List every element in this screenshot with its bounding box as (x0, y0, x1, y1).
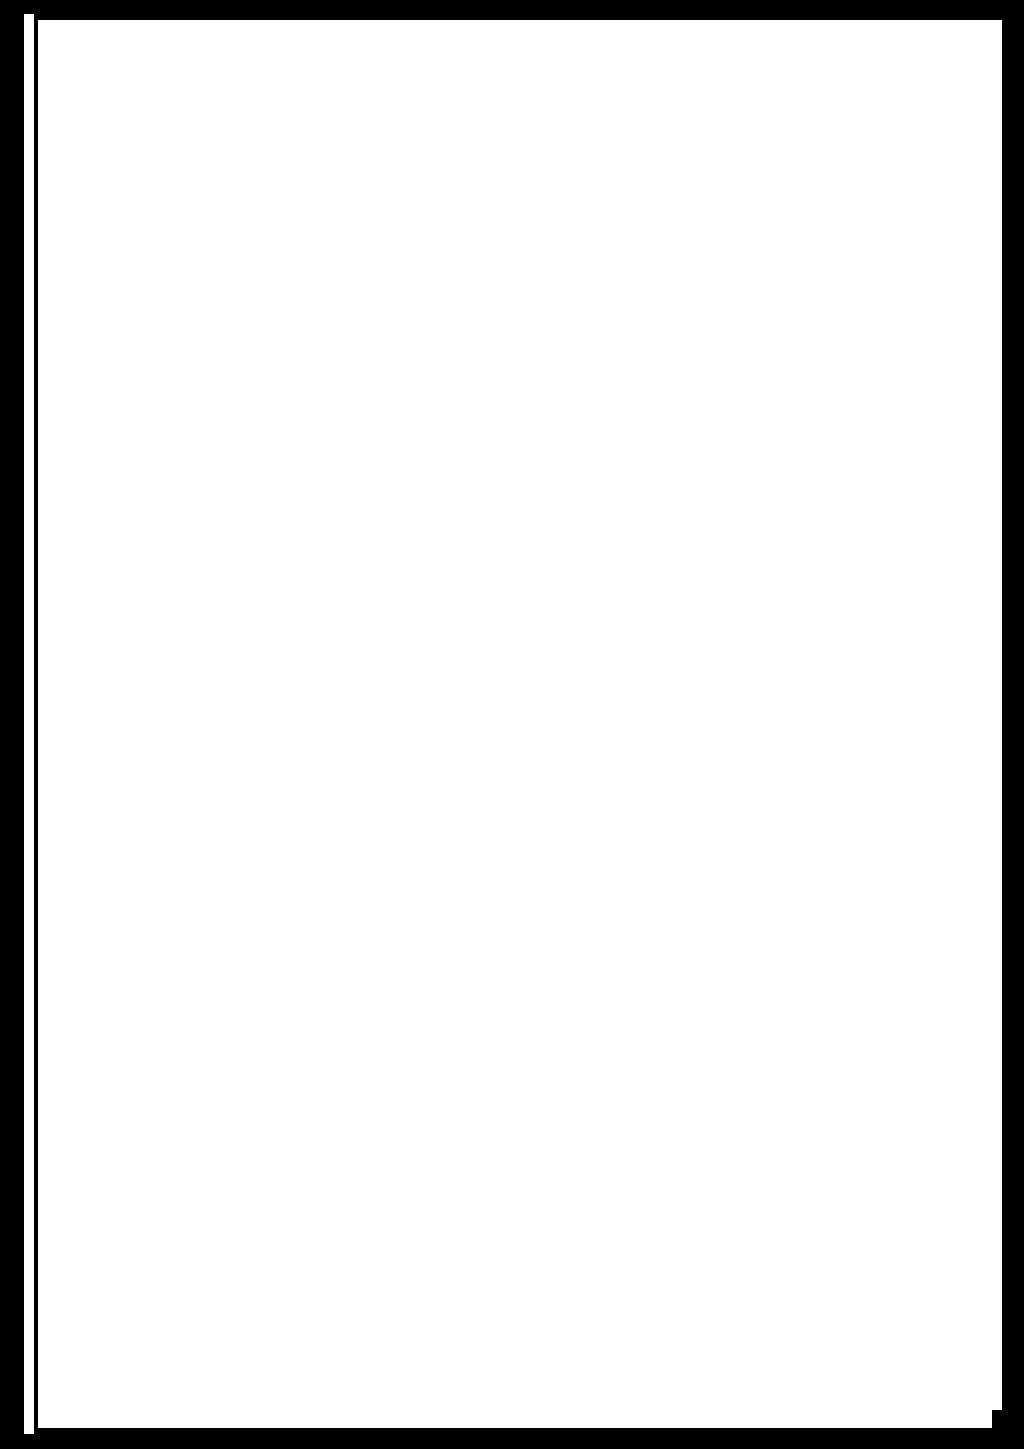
document-page (38, 20, 992, 1428)
scan-edge-strip-right (992, 20, 1002, 1410)
scan-edge-strip (24, 14, 34, 1434)
